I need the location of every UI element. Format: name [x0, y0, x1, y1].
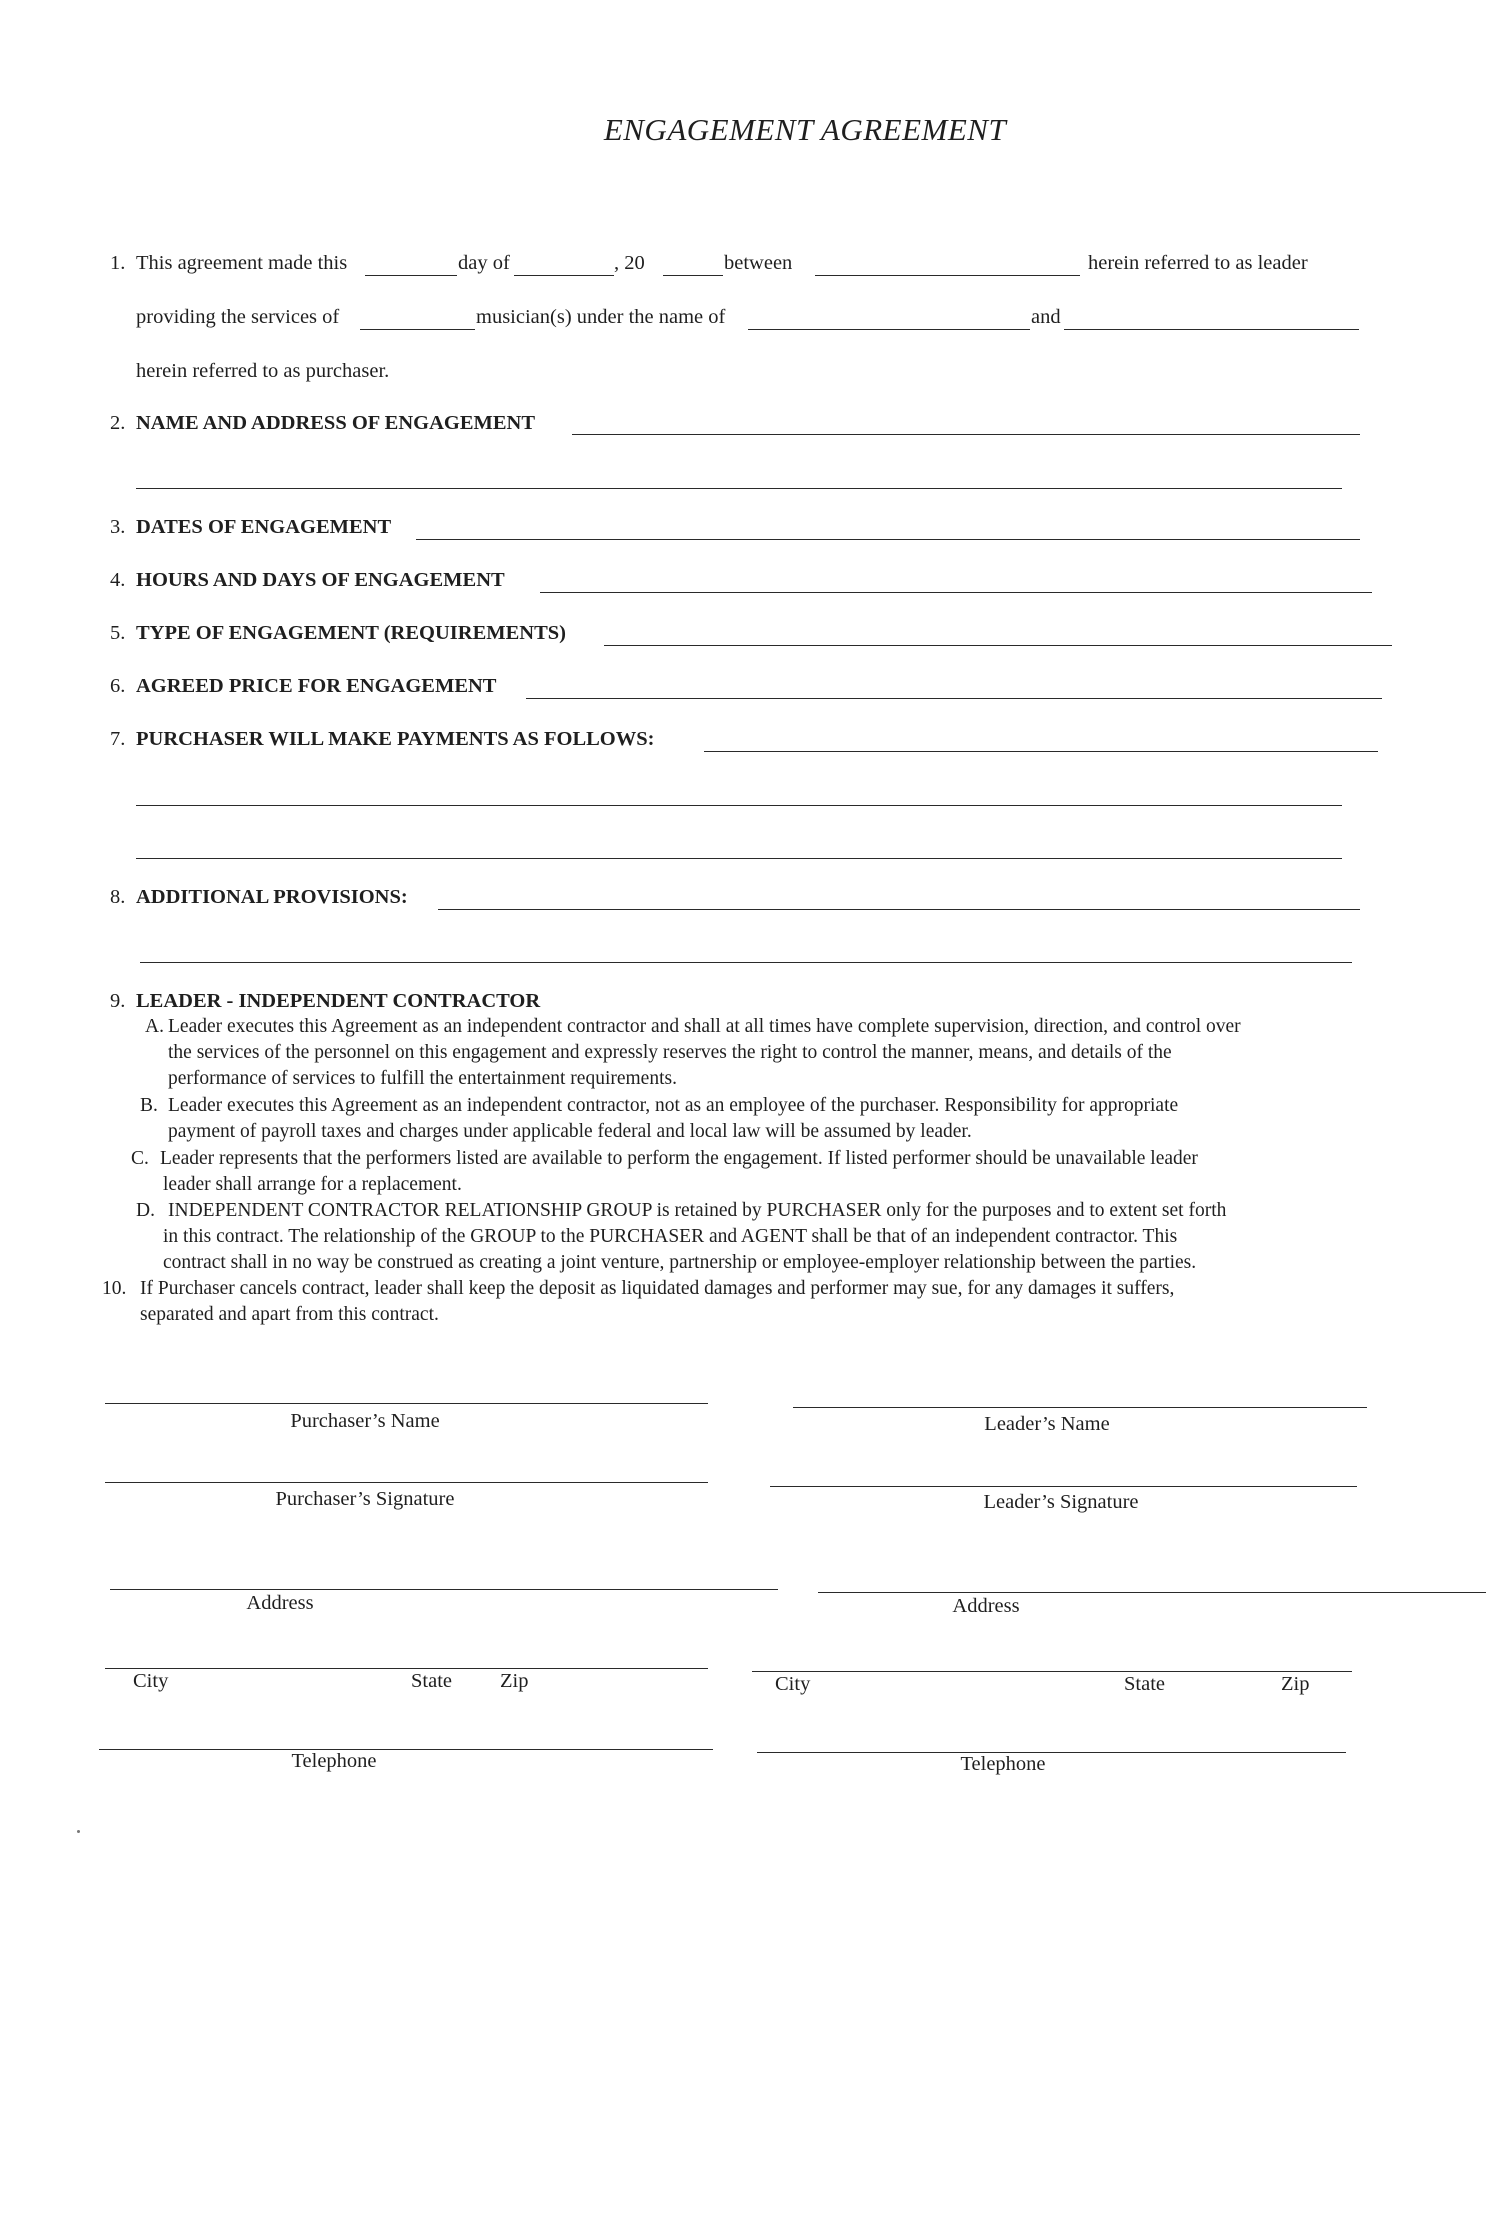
item-8-label: ADDITIONAL PROVISIONS:: [136, 886, 408, 908]
engagement-address-field[interactable]: [572, 434, 1360, 435]
leader-address-line[interactable]: [818, 1592, 1486, 1593]
purchaser-zip-label: Zip: [500, 1670, 529, 1692]
item-1-text-e: herein referred to as leader: [1088, 252, 1308, 274]
leader-name-line[interactable]: [793, 1407, 1367, 1408]
item-4-number: 4.: [110, 569, 126, 591]
purchaser-signature-label: Purchaser’s Signature: [275, 1488, 455, 1510]
item-7-label: PURCHASER WILL MAKE PAYMENTS AS FOLLOWS:: [136, 728, 655, 750]
item-4-label: HOURS AND DAYS OF ENGAGEMENT: [136, 569, 505, 591]
item-7-number: 7.: [110, 728, 126, 750]
clause-a-line-3: performance of services to fulfill the entertainment requirements.: [168, 1068, 677, 1089]
clause-d-line-1: INDEPENDENT CONTRACTOR RELATIONSHIP GROUP is retained by PURCHASER only for the purposes and to extent set forth: [168, 1200, 1227, 1221]
item-5-label: TYPE OF ENGAGEMENT (REQUIREMENTS): [136, 622, 566, 644]
clause-a-line-1: Leader executes this Agreement as an independent contractor and shall at all times have complete supervision, direction, and control over: [168, 1016, 1241, 1037]
payment-terms-field[interactable]: [704, 751, 1378, 752]
year-field[interactable]: [663, 275, 723, 276]
musician-count-field[interactable]: [360, 329, 475, 330]
purchaser-signature-line[interactable]: [105, 1482, 708, 1483]
item-1-text-c: , 20: [614, 252, 645, 274]
purchaser-city-label: City: [133, 1670, 169, 1692]
purchaser-name-field[interactable]: [1064, 329, 1359, 330]
additional-provisions-field[interactable]: [438, 909, 1360, 910]
item-1-line3: herein referred to as purchaser.: [136, 360, 390, 382]
item-1-line2-c: and: [1031, 306, 1061, 328]
month-field[interactable]: [514, 275, 614, 276]
item-6-label: AGREED PRICE FOR ENGAGEMENT: [136, 675, 497, 697]
purchaser-address-label: Address: [246, 1592, 314, 1614]
item-2-label: NAME AND ADDRESS OF ENGAGEMENT: [136, 412, 536, 434]
clause-b-letter: B.: [140, 1095, 158, 1116]
item-9-number: 9.: [110, 990, 126, 1012]
purchaser-name-line[interactable]: [105, 1403, 708, 1404]
leader-city-line[interactable]: [752, 1671, 1352, 1672]
clause-c-line-2: leader shall arrange for a replacement.: [163, 1174, 462, 1195]
purchaser-city-line[interactable]: [105, 1668, 708, 1669]
item-1-text-b: day of: [458, 252, 510, 274]
item-9-heading: LEADER - INDEPENDENT CONTRACTOR: [136, 990, 541, 1012]
item-8-number: 8.: [110, 886, 126, 908]
clause-d-line-3: contract shall in no way be construed as creating a joint venture, partnership or employee-employer relationship between the parties.: [163, 1252, 1197, 1273]
leader-name-field[interactable]: [815, 275, 1080, 276]
clause-c-letter: C.: [131, 1148, 149, 1169]
clause-a-line-2: the services of the personnel on this engagement and expressly reserves the right to control the manner, means, and details of the: [168, 1042, 1172, 1063]
item-10-line-1: If Purchaser cancels contract, leader shall keep the deposit as liquidated damages and performer may sue, for any damages it suffers,: [140, 1278, 1175, 1299]
clause-b-line-1: Leader executes this Agreement as an independent contractor, not as an employee of the purchaser. Responsibility for appropriate: [168, 1095, 1179, 1116]
item-3-label: DATES OF ENGAGEMENT: [136, 516, 392, 538]
payment-terms-field-3[interactable]: [136, 858, 1342, 859]
clause-c-line-1: Leader represents that the performers listed are available to perform the engagement. If listed performer should be unavailable leader: [160, 1148, 1198, 1169]
leader-zip-label: Zip: [1281, 1673, 1310, 1695]
leader-signature-label: Leader’s Signature: [983, 1491, 1139, 1513]
item-1-number: 1.: [110, 252, 126, 274]
item-1-text-d: between: [724, 252, 793, 274]
leader-city-label: City: [775, 1673, 811, 1695]
purchaser-state-label: State: [411, 1670, 452, 1692]
leader-state-label: State: [1124, 1673, 1165, 1695]
clause-d-line-2: in this contract. The relationship of the GROUP to the PURCHASER and AGENT shall be that of an independent contractor. This: [163, 1226, 1178, 1247]
document-title: ENGAGEMENT AGREEMENT: [603, 112, 1007, 147]
engagement-dates-field[interactable]: [416, 539, 1360, 540]
payment-terms-field-2[interactable]: [136, 805, 1342, 806]
item-1-text-a: This agreement made this: [136, 252, 348, 274]
day-field[interactable]: [365, 275, 457, 276]
item-6-number: 6.: [110, 675, 126, 697]
engagement-address-field-2[interactable]: [136, 488, 1342, 489]
additional-provisions-field-2[interactable]: [140, 962, 1352, 963]
group-name-field[interactable]: [748, 329, 1030, 330]
purchaser-telephone-label: Telephone: [291, 1750, 377, 1772]
item-10-line-2: separated and apart from this contract.: [140, 1304, 439, 1325]
scan-speck: [77, 1830, 80, 1833]
item-2-number: 2.: [110, 412, 126, 434]
agreed-price-field[interactable]: [526, 698, 1382, 699]
leader-address-label: Address: [952, 1595, 1020, 1617]
purchaser-address-line[interactable]: [110, 1589, 778, 1590]
item-1-line2-b: musician(s) under the name of: [476, 306, 726, 328]
engagement-type-field[interactable]: [604, 645, 1392, 646]
clause-a-letter: A.: [145, 1016, 164, 1037]
item-5-number: 5.: [110, 622, 126, 644]
purchaser-name-label: Purchaser’s Name: [290, 1410, 440, 1432]
leader-telephone-label: Telephone: [960, 1753, 1046, 1775]
leader-signature-line[interactable]: [770, 1486, 1357, 1487]
clause-d-letter: D.: [136, 1200, 155, 1221]
item-3-number: 3.: [110, 516, 126, 538]
item-10-number: 10.: [102, 1278, 127, 1299]
leader-name-label: Leader’s Name: [984, 1413, 1110, 1435]
clause-b-line-2: payment of payroll taxes and charges under applicable federal and local law will be assumed by leader.: [168, 1121, 972, 1142]
item-1-line2-a: providing the services of: [136, 306, 340, 328]
engagement-hours-field[interactable]: [540, 592, 1372, 593]
